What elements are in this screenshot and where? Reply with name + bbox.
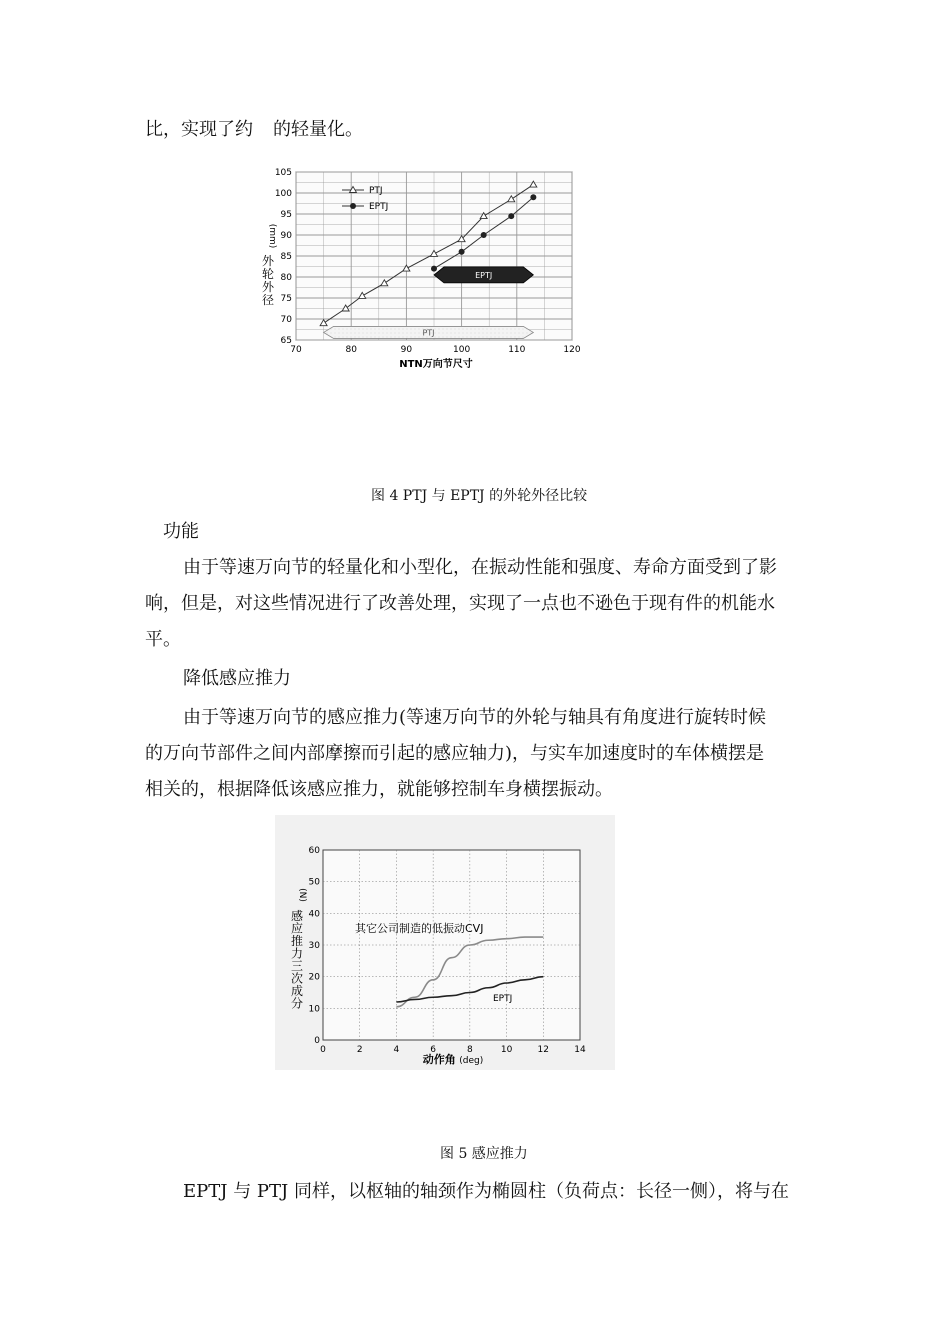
y-tick-label: 50 [308,877,320,888]
x-tick-label: 120 [563,345,581,355]
figure-5-annotation-cvj: 其它公司制造的低振动CVJ [355,922,484,935]
ylabel-char: 成 [290,984,304,998]
y-tick-label: 70 [280,315,292,325]
y-tick-label: 40 [308,909,320,920]
ylabel-char: 感 [290,909,304,923]
intro-text-before: 比，实现了约 [145,119,253,140]
figure-5-caption: 图 5 感应推力 [440,1146,528,1162]
y-tick-label: 65 [280,336,292,346]
x-tick-label: 90 [400,345,413,355]
ylabel-char: 外 [261,254,275,268]
x-tick-label: 4 [393,1045,400,1055]
section-heading-function: 功能 [163,521,199,542]
eptj-point [530,194,536,200]
x-tick-label: 6 [430,1045,437,1055]
intro-line [145,118,363,142]
eptj-point [431,266,437,272]
section1-line-3: 平。 [145,629,181,650]
y-tick-label: 95 [280,210,292,220]
figure-4-ylabel [262,254,275,307]
y-tick-label: 90 [280,231,292,241]
ptj-range-band-label: PTJ [422,328,435,338]
x-tick-label: 10 [500,1045,513,1055]
last-line: EPTJ 与 PTJ 同样，以枢轴的轴颈作为椭圆柱（负荷点：长径一侧），将与在 [183,1181,789,1202]
y-tick-label: 10 [308,1004,320,1015]
ylabel-char: 三 [290,959,304,973]
eptj-point [508,213,514,219]
legend-label-ptj: PTJ [369,186,383,196]
y-tick-label: 30 [308,941,320,951]
x-tick-label: 0 [320,1045,326,1055]
ylabel-char: 推 [290,934,304,948]
y-tick-label: 60 [308,846,320,856]
ylabel-char: 轮 [261,267,275,281]
eptj-point [459,249,465,255]
ylabel-char: 径 [261,293,275,307]
section1-line-1: 由于等速万向节的轻量化和小型化，在振动性能和强度、寿命方面受到了影 [183,557,777,578]
section2-line-3: 相关的，根据降低该感应推力，就能够控制车身横摆振动。 [145,779,613,800]
x-tick-label: 70 [290,345,302,355]
figure-4-ylabel-unit: (mm) [267,223,277,249]
figure-5-chart [275,815,615,1070]
x-tick-label: 8 [466,1045,473,1055]
section2-line-1: 由于等速万向节的感应推力(等速万向节的外轮与轴具有角度进行旋转时候 [183,707,767,728]
y-tick-label: 85 [280,252,292,262]
eptj-range-band-label: EPTJ [475,270,493,280]
figure-4-chart [250,160,610,375]
ylabel-char: 应 [290,921,304,936]
eptj-point [481,232,487,238]
figure-5-ylabel-unit: (N) [297,888,307,902]
ylabel-char: 次 [290,971,304,986]
figure-5-xlabel-unit: (deg) [459,1056,484,1066]
section2-line-2: 的万向节部件之间内部摩擦而引起的感应轴力)，与实车加速度时的车体横摆是 [145,743,765,764]
y-tick-label: 100 [274,189,292,199]
figure-5-ylabel [291,909,303,1011]
figure-5-xlabel-text: 动作角 [422,1053,456,1066]
figure-5-annotation-eptj: EPTJ [493,994,513,1004]
intro-text-after: 的轻量化。 [273,119,363,140]
y-tick-label: 0 [314,1036,320,1046]
x-tick-label: 12 [537,1045,550,1055]
x-tick-label: 80 [345,345,357,355]
legend-marker-eptj [350,203,356,209]
y-tick-label: 75 [280,294,292,304]
ylabel-char: 外 [261,280,275,294]
x-tick-label: 14 [574,1045,586,1055]
ylabel-char: 力 [290,946,304,961]
x-tick-label: 100 [453,345,471,355]
y-tick-label: 20 [308,972,320,983]
y-tick-label: 80 [280,273,292,283]
x-tick-label: 110 [508,345,526,355]
legend-label-eptj: EPTJ [369,202,389,212]
figure-4-caption: 图 4 PTJ 与 EPTJ 的外轮外径比较 [371,488,588,504]
figure-4-xlabel: NTN万向节尺寸 [399,359,473,370]
ylabel-char: 分 [290,996,304,1011]
y-tick-label: 105 [274,168,292,178]
section1-line-2: 响，但是，对这些情况进行了改善处理，实现了一点也不逊色于现有件的机能水 [145,593,775,614]
x-tick-label: 2 [356,1045,363,1055]
section-heading-thrust: 降低感应推力 [183,668,291,689]
